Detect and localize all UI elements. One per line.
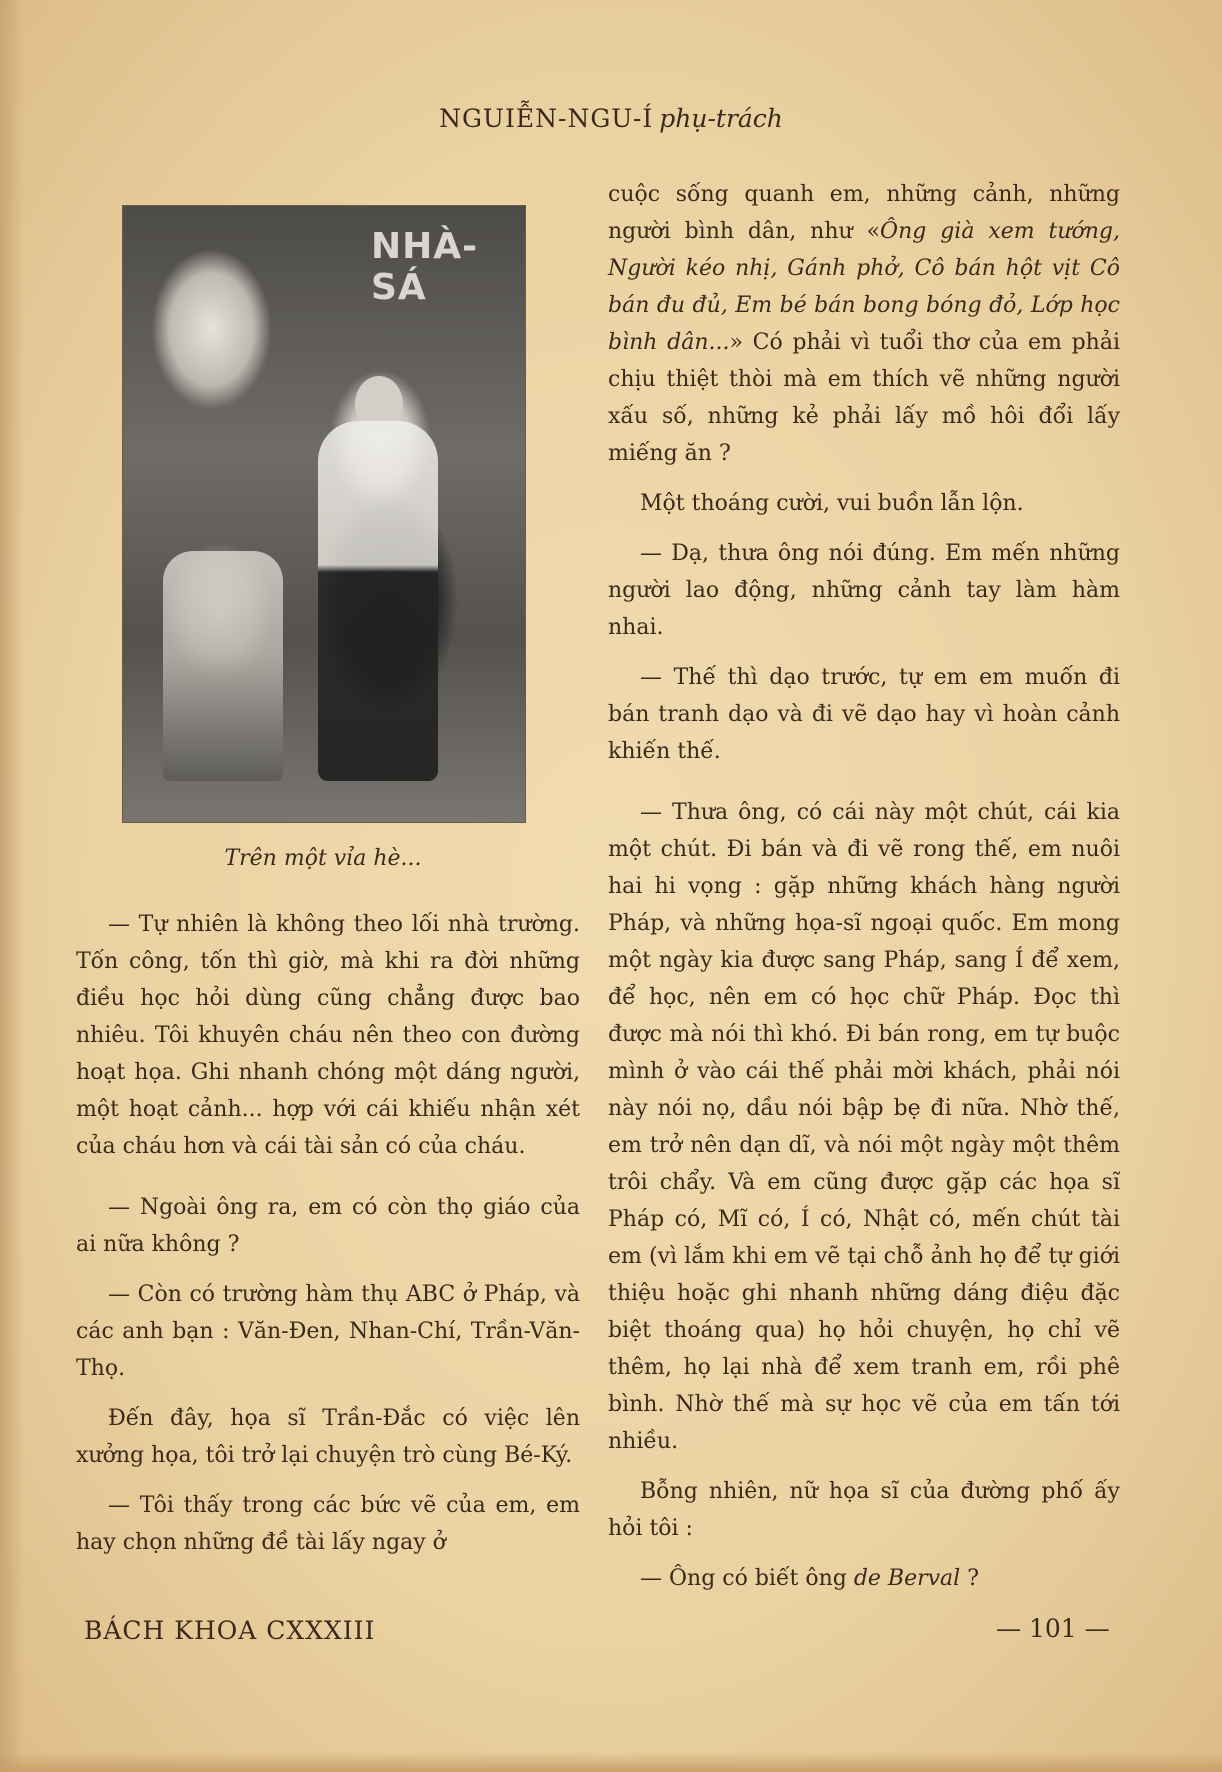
author-name: NGUIỄN-NGU-Í	[439, 104, 654, 133]
artwork-titles: Ông già xem tướng, Người kéo nhị, Gánh phở, Cô bán hột vịt Cô bán đu đủ, Em bé bán bong bóng đỏ, Lớp học bình dân...	[608, 219, 1120, 355]
page-number: — 101 —	[996, 1614, 1110, 1643]
publication-footer: BÁCH KHOA CXXXIII	[84, 1616, 376, 1645]
text-run: — Ông có biết ông	[640, 1566, 854, 1591]
paragraph: — Tự nhiên là không theo lối nhà trường. Tốn công, tốn thì giờ, mà khi ra đời những điều học hỏi dùng cũng chẳng được bao nhiêu. Tôi khuyên cháu nên theo con đường hoạt họa. Ghi nhanh chóng một dáng người, một hoạt cảnh... hợp với cái khiếu nhận xét của cháu hơn và cái tài sản có của cháu.	[76, 912, 580, 1159]
right-column	[608, 176, 1120, 1610]
paragraph	[608, 1560, 1120, 1597]
paragraph: — Ngoài ông ra, em có còn thọ giáo của ai nữa không ?	[76, 1195, 580, 1257]
text-run: cuộc sống quanh em, những cảnh, những người bình dân, như «	[608, 182, 1120, 244]
left-column	[76, 906, 580, 1574]
paragraph: — Thế thì dạo trước, tự em em muốn đi bán tranh dạo và đi vẽ dạo hay vì hoàn cảnh khiến thế.	[608, 665, 1120, 764]
paragraph: Một thoáng cười, vui buồn lẫn lộn.	[640, 491, 1024, 516]
paragraph: Đến đây, họa sĩ Trần-Đắc có việc lên xưởng họa, tôi trở lại chuyện trò cùng Bé-Ký.	[76, 1406, 580, 1468]
seated-figure	[163, 551, 283, 781]
page-edge-shadow	[0, 0, 24, 1772]
text-run: ?	[960, 1566, 979, 1591]
paragraph: — Thưa ông, có cái này một chút, cái kia một chút. Đi bán và đi vẽ rong thế, em nuôi hai hi vọng : gặp những khách hàng người Pháp, và những họa-sĩ ngoại quốc. Em mong một ngày kia được sang Pháp, sang Í để xem, để học, nên em có học chữ Pháp. Đọc thì được mà nói thì khó. Đi bán rong, em tự buộc mình ở vào cái thế phải mời khách, phải nói này nói nọ, dầu nói bập bẹ đi nữa. Nhờ thế, em trở nên dạn dĩ, và nói một ngày một thêm trôi chẩy. Và em cũng được gặp các họa sĩ Pháp có, Mĩ có, Í có, Nhật có, mến chút tài em (vì lắm khi em vẽ tại chỗ ảnh họ để tự giới thiệu hoặc ghi nhanh những dáng điệu đặc biệt thoáng qua) họ hỏi chuyện, họ chỉ vẽ thêm, họ lại nhà để xem tranh em, rồi phê bình. Nhờ thế mà sự học vẽ của em tấn tới nhiều.	[608, 800, 1120, 1454]
paragraph: — Dạ, thưa ông nói đúng. Em mến những người lao động, những cảnh tay làm hàm nhai.	[608, 541, 1120, 640]
author-role: phụ-trách	[659, 104, 783, 133]
paragraph	[608, 176, 1120, 472]
person-name: de Berval	[853, 1566, 961, 1591]
paragraph: Bỗng nhiên, nữ họa sĩ của đường phố ấy hỏi tôi :	[608, 1479, 1120, 1541]
standing-figure	[318, 421, 438, 781]
street-photo	[122, 205, 526, 823]
paragraph: — Còn có trường hàm thụ ABC ở Pháp, và các anh bạn : Văn-Đen, Nhan-Chí, Trần-Văn-Thọ.	[76, 1282, 580, 1381]
photo-caption: Trên một vỉa hè...	[224, 846, 422, 871]
running-head	[0, 104, 1222, 133]
shop-sign-text: NHÀ-SÁ	[371, 226, 479, 308]
paragraph: — Tôi thấy trong các bức vẽ của em, em hay chọn những đề tài lấy ngay ở	[76, 1493, 580, 1555]
page-bottom-shadow	[0, 1752, 1222, 1772]
text-run: » Có phải vì tuổi thơ của em phải chịu thiệt thòi mà em thích vẽ những người xấu số, những kẻ phải lấy mồ hôi đổi lấy miếng ăn ?	[608, 330, 1120, 466]
